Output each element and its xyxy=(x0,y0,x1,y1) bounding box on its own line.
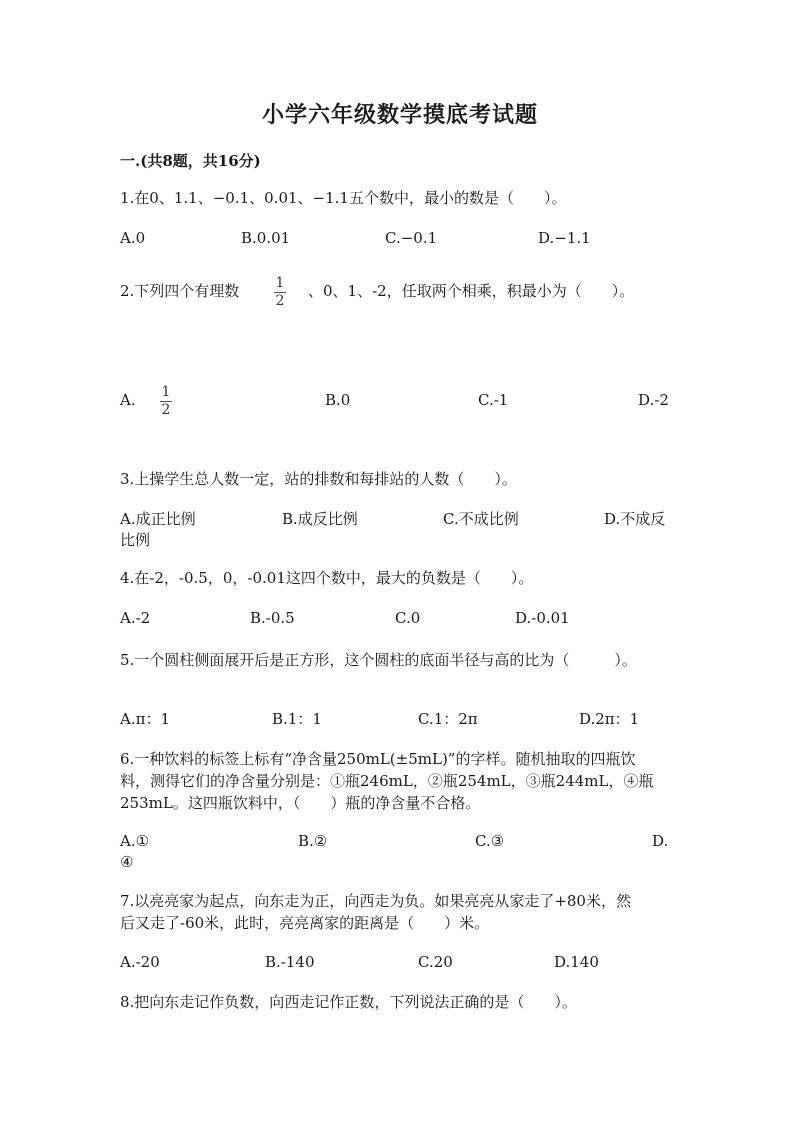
question-2-prefix: 2.下列四个有理数 xyxy=(120,282,240,300)
question-7-line-2: 后又走了-60米，此时，亮亮离家的距离是（ ）米。 xyxy=(120,914,490,932)
q7-option-b[interactable]: B.-140 xyxy=(265,953,315,971)
q6-option-c[interactable]: C.③ xyxy=(475,832,505,850)
page-title: 小学六年级数学摸底考试题 xyxy=(261,102,538,128)
question-6-line-2: 料，测得它们的净含量分别是：①瓶246mL，②瓶254mL，③瓶244mL，④瓶 xyxy=(120,772,654,790)
fraction-denominator: 2 xyxy=(161,402,171,418)
fraction-denominator: 2 xyxy=(275,293,285,309)
q6-option-d[interactable]: D. xyxy=(652,832,669,850)
question-2-fraction xyxy=(274,276,286,309)
q2-option-a-fraction[interactable] xyxy=(160,385,172,418)
q1-option-a[interactable]: A.0 xyxy=(120,229,146,247)
q3-option-a[interactable]: A.成正比例 xyxy=(120,510,196,528)
q2-option-b[interactable]: B.0 xyxy=(325,391,351,409)
q4-option-c[interactable]: C.0 xyxy=(395,609,421,627)
q5-option-c[interactable]: C.1：2π xyxy=(418,710,478,728)
q7-option-a[interactable]: A.-20 xyxy=(120,953,160,971)
question-3: 3.上操学生总人数一定，站的排数和每排站的人数（ ）。 xyxy=(120,470,517,488)
q6-option-b[interactable]: B.② xyxy=(298,832,328,850)
q5-option-d[interactable]: D.2π：1 xyxy=(579,710,640,728)
q4-option-d[interactable]: D.-0.01 xyxy=(515,609,570,627)
question-6-line-1: 6.一种饮料的标签上标有“净含量250mL(±5mL)”的字样。随机抽取的四瓶饮 xyxy=(120,750,636,768)
question-2-suffix: 、0、1、-2，任取两个相乘，积最小为（ ）。 xyxy=(308,282,635,300)
q4-option-b[interactable]: B.-0.5 xyxy=(250,609,295,627)
q3-option-b[interactable]: B.成反比例 xyxy=(282,510,358,528)
q7-option-d[interactable]: D.140 xyxy=(554,953,599,971)
q6-option-d-wrap[interactable]: ④ xyxy=(120,853,134,871)
q2-option-c[interactable]: C.-1 xyxy=(478,391,509,409)
question-5: 5.一个圆柱侧面展开后是正方形，这个圆柱的底面半径与高的比为（ ）。 xyxy=(120,651,637,669)
q3-option-c[interactable]: C.不成比例 xyxy=(443,510,519,528)
q4-option-a[interactable]: A.-2 xyxy=(120,609,151,627)
q2-option-a-label[interactable]: A. xyxy=(120,391,136,409)
q3-option-d[interactable]: D.不成反 xyxy=(604,510,666,528)
q3-option-d-wrap[interactable]: 比例 xyxy=(120,531,151,549)
question-7-line-1: 7.以亮亮家为起点，向东走为正，向西走为负。如果亮亮从家走了+80米，然 xyxy=(120,892,631,910)
question-4: 4.在-2，-0.5，0，-0.01这四个数中，最大的负数是（ ）。 xyxy=(120,569,534,587)
question-8: 8.把向东走记作负数，向西走记作正数，下列说法正确的是（ ）。 xyxy=(120,993,577,1011)
fraction-numerator: 1 xyxy=(275,275,285,291)
q1-option-d[interactable]: D.−1.1 xyxy=(538,229,591,247)
q1-option-c[interactable]: C.−0.1 xyxy=(385,229,438,247)
q5-option-b[interactable]: B.1：1 xyxy=(272,710,322,728)
fraction-numerator: 1 xyxy=(161,384,171,400)
q6-option-a[interactable]: A.① xyxy=(120,832,150,850)
question-6-line-3: 253mL。这四瓶饮料中，（ ）瓶的净含量不合格。 xyxy=(120,794,481,812)
question-1: 1.在0、1.1、−0.1、0.01、−1.1五个数中，最小的数是（ ）。 xyxy=(120,189,567,207)
q7-option-c[interactable]: C.20 xyxy=(418,953,453,971)
q2-option-d[interactable]: D.-2 xyxy=(638,391,669,409)
section-heading: 一.(共8题，共16分) xyxy=(120,152,261,170)
q5-option-a[interactable]: A.π：1 xyxy=(120,710,171,728)
q1-option-b[interactable]: B.0.01 xyxy=(241,229,291,247)
